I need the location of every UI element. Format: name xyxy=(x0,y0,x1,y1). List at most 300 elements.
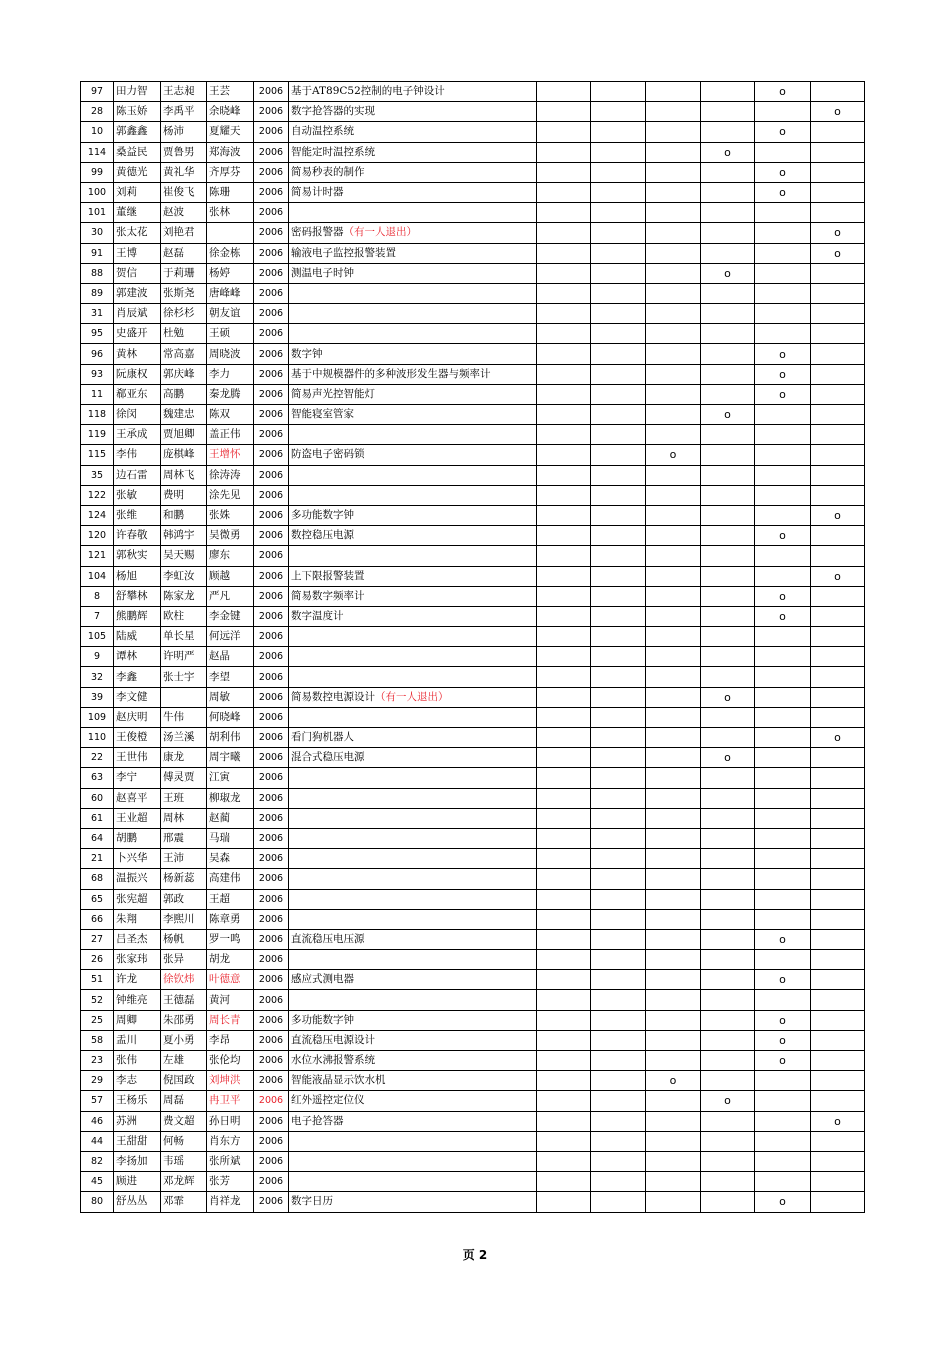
project-title-cell xyxy=(289,203,537,223)
grade-mark-cell xyxy=(811,203,865,223)
table-row xyxy=(81,970,865,990)
grade-mark-cell xyxy=(701,909,755,929)
year-cell: 2006 xyxy=(254,707,289,727)
member-name-cell: 郗亚东 xyxy=(114,384,161,404)
project-title-cell xyxy=(289,687,537,707)
project-title: 数字钟 xyxy=(291,347,323,360)
grade-mark-cell xyxy=(811,526,865,546)
member-name-cell: 庞棋峰 xyxy=(161,445,207,465)
member-name-cell: 王芸 xyxy=(207,82,254,102)
member-name-cell: 吴森 xyxy=(207,849,254,869)
grade-mark-cell xyxy=(755,485,811,505)
grade-mark-cell xyxy=(537,162,591,182)
table-row xyxy=(81,405,865,425)
grade-mark-cell: o xyxy=(755,182,811,202)
year-cell: 2006 xyxy=(254,849,289,869)
grade-mark-cell xyxy=(537,142,591,162)
grade-mark-cell: o xyxy=(701,748,755,768)
member-name-cell: 王沛 xyxy=(161,849,207,869)
group-id-cell: 25 xyxy=(81,1010,114,1030)
project-title: 简易数字频率计 xyxy=(291,589,365,602)
project-title: 直流稳压电压源 xyxy=(291,932,365,945)
grade-mark-cell xyxy=(811,1151,865,1171)
grade-mark-cell: o xyxy=(755,586,811,606)
grade-mark-cell xyxy=(591,647,646,667)
member-name-cell: 高建伟 xyxy=(207,869,254,889)
grade-mark-cell xyxy=(646,1172,701,1192)
grade-mark-cell xyxy=(646,667,701,687)
grade-mark-cell xyxy=(591,990,646,1010)
table-row xyxy=(81,687,865,707)
member-name-cell: 叶德意 xyxy=(207,970,254,990)
grade-mark-cell xyxy=(646,182,701,202)
grade-mark-cell xyxy=(537,929,591,949)
grade-mark-cell xyxy=(811,1051,865,1071)
table-row xyxy=(81,1111,865,1131)
grade-mark-cell xyxy=(811,929,865,949)
grade-mark-cell xyxy=(755,748,811,768)
grade-mark-cell xyxy=(537,849,591,869)
member-name-cell: 李金键 xyxy=(207,606,254,626)
member-name-cell: 王杨乐 xyxy=(114,1091,161,1111)
grade-mark-cell xyxy=(646,606,701,626)
year-cell: 2006 xyxy=(254,162,289,182)
member-name-cell: 黄德光 xyxy=(114,162,161,182)
member-name-cell: 杨旭 xyxy=(114,566,161,586)
grade-mark-cell xyxy=(591,808,646,828)
table-row xyxy=(81,1151,865,1171)
member-name-cell: 李望 xyxy=(207,667,254,687)
grade-mark-cell xyxy=(591,728,646,748)
grade-mark-cell xyxy=(537,788,591,808)
group-id-cell: 10 xyxy=(81,122,114,142)
grade-mark-cell xyxy=(537,647,591,667)
grade-mark-cell xyxy=(701,970,755,990)
group-id-cell: 82 xyxy=(81,1151,114,1171)
project-title-cell xyxy=(289,364,537,384)
grade-mark-cell xyxy=(591,384,646,404)
member-name-cell: 肖辰斌 xyxy=(114,304,161,324)
grade-mark-cell xyxy=(646,728,701,748)
project-title: 看门狗机器人 xyxy=(291,731,354,744)
grade-mark-cell xyxy=(591,182,646,202)
grade-mark-cell xyxy=(811,283,865,303)
project-title-cell xyxy=(289,223,537,243)
grade-mark-cell: o xyxy=(755,970,811,990)
member-name-cell: 李伟 xyxy=(114,445,161,465)
grade-mark-cell xyxy=(591,364,646,384)
project-title: 输液电子监控报警装置 xyxy=(291,246,396,259)
member-name-cell: 何晓峰 xyxy=(207,707,254,727)
grade-mark-cell xyxy=(591,425,646,445)
member-name-cell: 李昂 xyxy=(207,1030,254,1050)
grade-mark-cell xyxy=(811,425,865,445)
grade-mark-cell xyxy=(701,950,755,970)
member-name-cell: 魏建忠 xyxy=(161,405,207,425)
grade-mark-cell xyxy=(591,263,646,283)
grade-mark-cell xyxy=(646,405,701,425)
grade-mark-cell xyxy=(811,707,865,727)
grade-mark-cell: o xyxy=(701,142,755,162)
grade-mark-cell xyxy=(701,546,755,566)
grade-mark-cell xyxy=(537,1172,591,1192)
grade-mark-cell xyxy=(701,384,755,404)
grade-mark-cell xyxy=(755,102,811,122)
grade-mark-cell xyxy=(537,606,591,626)
table-row xyxy=(81,364,865,384)
member-name-cell: 顾进 xyxy=(114,1172,161,1192)
grade-mark-cell: o xyxy=(811,728,865,748)
project-title: 混合式稳压电源 xyxy=(291,751,365,764)
member-name-cell: 王硕 xyxy=(207,324,254,344)
grade-mark-cell xyxy=(646,788,701,808)
grade-mark-cell: o xyxy=(811,566,865,586)
grade-mark-cell xyxy=(591,485,646,505)
year-cell: 2006 xyxy=(254,929,289,949)
grade-mark-cell xyxy=(537,344,591,364)
project-title-cell xyxy=(289,566,537,586)
grade-mark-cell: o xyxy=(755,122,811,142)
grade-mark-cell xyxy=(755,849,811,869)
grade-mark-cell xyxy=(755,869,811,889)
grade-mark-cell xyxy=(811,1030,865,1050)
grade-mark-cell xyxy=(811,1131,865,1151)
member-name-cell: 唐峰峰 xyxy=(207,283,254,303)
table-row xyxy=(81,122,865,142)
grade-mark-cell xyxy=(646,102,701,122)
table-row xyxy=(81,344,865,364)
year-cell: 2006 xyxy=(254,788,289,808)
grade-mark-cell xyxy=(811,465,865,485)
grade-mark-cell xyxy=(646,687,701,707)
grade-mark-cell xyxy=(755,142,811,162)
grade-mark-cell xyxy=(537,627,591,647)
member-name-cell: 黄河 xyxy=(207,990,254,1010)
grade-mark-cell xyxy=(701,162,755,182)
project-title-cell xyxy=(289,283,537,303)
project-title: 智能液晶显示饮水机 xyxy=(291,1074,386,1087)
table-row xyxy=(81,606,865,626)
grade-mark-cell xyxy=(591,1131,646,1151)
grade-mark-cell xyxy=(537,1151,591,1171)
project-title-cell xyxy=(289,324,537,344)
year-cell: 2006 xyxy=(254,465,289,485)
member-name-cell: 杨新蕊 xyxy=(161,869,207,889)
grade-mark-cell xyxy=(701,243,755,263)
grade-mark-cell xyxy=(811,667,865,687)
grade-mark-cell xyxy=(591,203,646,223)
grade-mark-cell xyxy=(591,606,646,626)
project-title: 数控稳压电源 xyxy=(291,529,354,542)
grade-mark-cell xyxy=(755,465,811,485)
table-row xyxy=(81,82,865,102)
grade-mark-cell xyxy=(591,1071,646,1091)
member-name-cell: 贾鲁男 xyxy=(161,142,207,162)
group-id-cell: 120 xyxy=(81,526,114,546)
grade-mark-cell xyxy=(591,102,646,122)
grade-mark-cell xyxy=(591,223,646,243)
grade-mark-cell xyxy=(811,970,865,990)
member-name-cell: 李力 xyxy=(207,364,254,384)
group-id-cell: 101 xyxy=(81,203,114,223)
grade-mark-cell xyxy=(811,546,865,566)
grade-mark-cell xyxy=(755,768,811,788)
member-name-cell: 陈双 xyxy=(207,405,254,425)
grade-mark-cell xyxy=(755,828,811,848)
grade-mark-cell xyxy=(646,828,701,848)
member-name-cell: 钟维亮 xyxy=(114,990,161,1010)
member-name-cell: 夏小勇 xyxy=(161,1030,207,1050)
grade-mark-cell xyxy=(701,707,755,727)
grade-mark-cell xyxy=(701,1111,755,1131)
year-cell: 2006 xyxy=(254,667,289,687)
member-name-cell: 朱翔 xyxy=(114,909,161,929)
member-name-cell: 马瑞 xyxy=(207,828,254,848)
group-id-cell: 65 xyxy=(81,889,114,909)
member-name-cell: 于莉珊 xyxy=(161,263,207,283)
grade-mark-cell xyxy=(701,324,755,344)
grade-mark-cell xyxy=(646,1051,701,1071)
project-title-cell xyxy=(289,182,537,202)
grade-mark-cell xyxy=(537,1131,591,1151)
member-name-cell: 牛伟 xyxy=(161,707,207,727)
grade-mark-cell: o xyxy=(755,1030,811,1050)
member-name-cell: 李文健 xyxy=(114,687,161,707)
group-id-cell: 89 xyxy=(81,283,114,303)
member-name-cell: 冉卫平 xyxy=(207,1091,254,1111)
grade-mark-cell xyxy=(646,849,701,869)
grade-mark-cell xyxy=(537,990,591,1010)
member-name-cell: 王俊橙 xyxy=(114,728,161,748)
grade-mark-cell xyxy=(537,950,591,970)
member-name-cell: 赵庆明 xyxy=(114,707,161,727)
grade-mark-cell xyxy=(701,526,755,546)
member-name-cell: 徐闵 xyxy=(114,405,161,425)
grade-mark-cell xyxy=(811,324,865,344)
grade-mark-cell xyxy=(646,970,701,990)
grade-mark-cell xyxy=(591,667,646,687)
table-row xyxy=(81,748,865,768)
member-name-cell: 郑海波 xyxy=(207,142,254,162)
grade-mark-cell xyxy=(811,1172,865,1192)
table-row xyxy=(81,1030,865,1050)
grade-mark-cell xyxy=(591,869,646,889)
grade-mark-cell xyxy=(646,1192,701,1212)
group-id-cell: 68 xyxy=(81,869,114,889)
member-name-cell: 邢震 xyxy=(161,828,207,848)
grade-mark-cell xyxy=(646,950,701,970)
member-name-cell: 李熙川 xyxy=(161,909,207,929)
grade-mark-cell xyxy=(646,364,701,384)
group-id-cell: 104 xyxy=(81,566,114,586)
project-title-cell xyxy=(289,586,537,606)
member-name-cell: 陈家龙 xyxy=(161,586,207,606)
member-name-cell: 贺信 xyxy=(114,263,161,283)
grade-mark-cell xyxy=(537,243,591,263)
grade-mark-cell xyxy=(755,1131,811,1151)
group-id-cell: 124 xyxy=(81,505,114,525)
member-name-cell: 许春敬 xyxy=(114,526,161,546)
grade-mark-cell: o xyxy=(811,243,865,263)
member-name-cell: 韩鸿宇 xyxy=(161,526,207,546)
project-title-cell xyxy=(289,950,537,970)
member-name-cell: 王甜甜 xyxy=(114,1131,161,1151)
grade-mark-cell xyxy=(755,283,811,303)
grade-mark-cell: o xyxy=(755,1192,811,1212)
table-row xyxy=(81,788,865,808)
table-row xyxy=(81,728,865,748)
grade-mark-cell xyxy=(537,102,591,122)
grade-mark-cell xyxy=(701,566,755,586)
grade-mark-cell xyxy=(591,1030,646,1050)
table-row xyxy=(81,627,865,647)
project-title: 直流稳压电源设计 xyxy=(291,1033,375,1046)
year-cell: 2006 xyxy=(254,1111,289,1131)
table-row xyxy=(81,1071,865,1091)
grade-mark-cell xyxy=(591,748,646,768)
grade-mark-cell xyxy=(811,808,865,828)
member-name-cell: 温振兴 xyxy=(114,869,161,889)
grade-mark-cell xyxy=(591,162,646,182)
grade-mark-cell xyxy=(701,102,755,122)
grade-mark-cell xyxy=(537,364,591,384)
grade-mark-cell xyxy=(537,223,591,243)
member-name-cell: 夏耀天 xyxy=(207,122,254,142)
member-name-cell: 张太花 xyxy=(114,223,161,243)
grade-mark-cell xyxy=(591,505,646,525)
grade-mark-cell: o xyxy=(755,526,811,546)
grade-mark-cell xyxy=(591,828,646,848)
grade-mark-cell xyxy=(591,768,646,788)
project-title-cell xyxy=(289,82,537,102)
grade-mark-cell xyxy=(591,586,646,606)
project-title: 自动温控系统 xyxy=(291,125,354,138)
grade-mark-cell xyxy=(701,364,755,384)
project-title-cell xyxy=(289,828,537,848)
year-cell: 2006 xyxy=(254,364,289,384)
member-name-cell: 胡鹏 xyxy=(114,828,161,848)
member-name-cell: 张异 xyxy=(161,950,207,970)
project-title-cell xyxy=(289,122,537,142)
member-name-cell: 吴天赐 xyxy=(161,546,207,566)
member-name-cell: 廖东 xyxy=(207,546,254,566)
grade-mark-cell xyxy=(755,324,811,344)
grade-mark-cell xyxy=(701,182,755,202)
group-id-cell: 30 xyxy=(81,223,114,243)
table-row xyxy=(81,182,865,202)
member-name-cell: 赵蔺 xyxy=(207,808,254,828)
member-name-cell: 舒攀林 xyxy=(114,586,161,606)
group-id-cell: 99 xyxy=(81,162,114,182)
grade-mark-cell xyxy=(537,707,591,727)
grade-mark-cell xyxy=(811,990,865,1010)
grade-mark-cell xyxy=(537,526,591,546)
member-name-cell: 左雄 xyxy=(161,1051,207,1071)
grade-mark-cell xyxy=(591,687,646,707)
grade-mark-cell xyxy=(701,465,755,485)
year-cell: 2006 xyxy=(254,263,289,283)
grade-mark-cell xyxy=(755,627,811,647)
year-cell: 2006 xyxy=(254,223,289,243)
project-title: 上下限报警装置 xyxy=(291,569,365,582)
grade-mark-cell xyxy=(591,405,646,425)
grade-mark-cell: o xyxy=(755,162,811,182)
grade-mark-cell xyxy=(811,384,865,404)
grade-mark-cell xyxy=(811,768,865,788)
project-title: 基于AT89C52控制的电子钟设计 xyxy=(291,85,445,98)
table-row xyxy=(81,283,865,303)
project-title-cell xyxy=(289,909,537,929)
grade-mark-cell xyxy=(755,1151,811,1171)
year-cell: 2006 xyxy=(254,1151,289,1171)
project-title-cell xyxy=(289,1192,537,1212)
member-name-cell: 史盛开 xyxy=(114,324,161,344)
member-name-cell: 杨沛 xyxy=(161,122,207,142)
member-name-cell: 赵波 xyxy=(161,203,207,223)
member-name-cell: 赵晶 xyxy=(207,647,254,667)
member-name-cell: 周晓波 xyxy=(207,344,254,364)
member-name-cell: 肖东方 xyxy=(207,1131,254,1151)
member-name-cell: 张姝 xyxy=(207,505,254,525)
member-name-cell: 朱邵勇 xyxy=(161,1010,207,1030)
grade-mark-cell xyxy=(591,546,646,566)
grade-mark-cell xyxy=(755,546,811,566)
project-title-cell xyxy=(289,445,537,465)
grade-mark-cell xyxy=(646,909,701,929)
member-name-cell: 刘艳君 xyxy=(161,223,207,243)
member-name-cell: 张宪超 xyxy=(114,889,161,909)
table-row xyxy=(81,243,865,263)
grade-mark-cell xyxy=(646,526,701,546)
grade-mark-cell xyxy=(811,950,865,970)
project-title-cell xyxy=(289,606,537,626)
member-name-cell: 朝友谊 xyxy=(207,304,254,324)
grade-mark-cell xyxy=(591,526,646,546)
grade-mark-cell: o xyxy=(755,344,811,364)
member-name-cell: 严凡 xyxy=(207,586,254,606)
grade-mark-cell xyxy=(591,1091,646,1111)
grade-mark-cell xyxy=(755,889,811,909)
grade-mark-cell xyxy=(646,707,701,727)
year-cell: 2006 xyxy=(254,1172,289,1192)
member-name-cell: 黄礼华 xyxy=(161,162,207,182)
grade-mark-cell xyxy=(811,849,865,869)
group-id-cell: 52 xyxy=(81,990,114,1010)
member-name-cell: 王业超 xyxy=(114,808,161,828)
group-id-cell: 26 xyxy=(81,950,114,970)
member-name-cell: 张维 xyxy=(114,505,161,525)
year-cell: 2006 xyxy=(254,990,289,1010)
grade-mark-cell xyxy=(811,687,865,707)
grade-mark-cell xyxy=(646,929,701,949)
grade-mark-cell xyxy=(591,1151,646,1171)
grade-mark-cell xyxy=(811,647,865,667)
grade-mark-cell: o xyxy=(755,82,811,102)
member-name-cell: 张所斌 xyxy=(207,1151,254,1171)
project-title: 基于中规模器件的多种波形发生器与频率计 xyxy=(291,367,491,380)
grade-mark-cell xyxy=(811,909,865,929)
group-id-cell: 23 xyxy=(81,1051,114,1071)
group-id-cell: 122 xyxy=(81,485,114,505)
grade-mark-cell xyxy=(537,748,591,768)
grade-mark-cell xyxy=(591,1172,646,1192)
grade-mark-cell: o xyxy=(701,687,755,707)
year-cell: 2006 xyxy=(254,768,289,788)
grade-mark-cell xyxy=(701,1051,755,1071)
grade-mark-cell xyxy=(537,808,591,828)
member-name-cell: 何畅 xyxy=(161,1131,207,1151)
grade-mark-cell xyxy=(537,405,591,425)
